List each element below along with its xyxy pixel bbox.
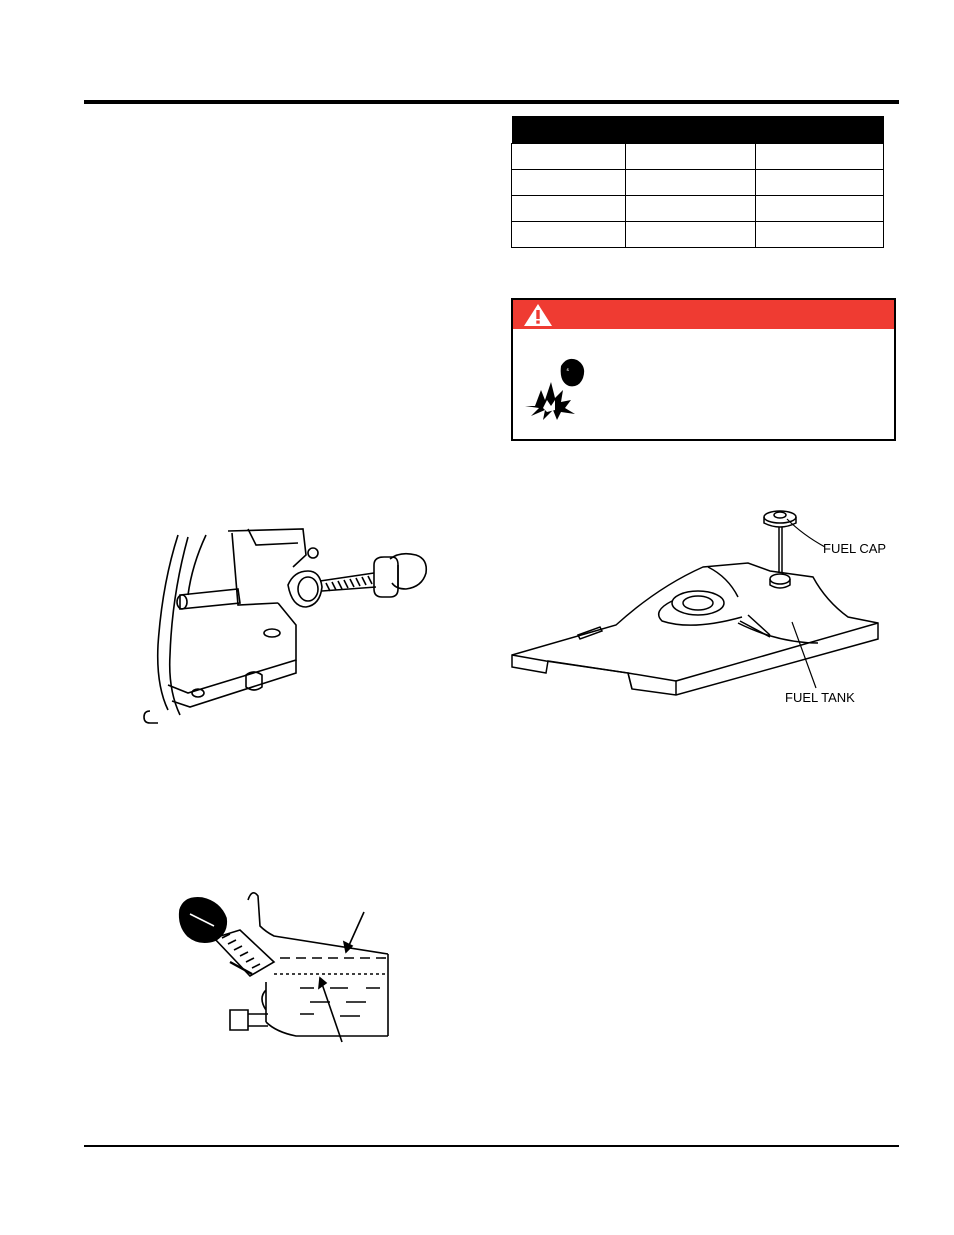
- spec-table: [511, 116, 884, 248]
- table-row: [512, 144, 884, 170]
- table-row: [512, 170, 884, 196]
- table-row: [512, 196, 884, 222]
- fuel-cap-label: FUEL CAP: [823, 541, 887, 556]
- fuel-tank-leader: [790, 620, 830, 692]
- warning-triangle-icon: [523, 303, 553, 327]
- header-rule: [84, 100, 899, 104]
- explosion-hazard-icon: [521, 346, 591, 422]
- table-row: [512, 222, 884, 248]
- footer-rule: [84, 1145, 899, 1147]
- warning-box: [511, 298, 896, 441]
- spec-table-header: [512, 116, 884, 144]
- oil-level-illustration: [170, 890, 395, 1050]
- fuel-tank-label: FUEL TANK: [785, 690, 855, 705]
- oil-filler-plug-illustration: [128, 525, 438, 725]
- warning-header: [513, 300, 894, 329]
